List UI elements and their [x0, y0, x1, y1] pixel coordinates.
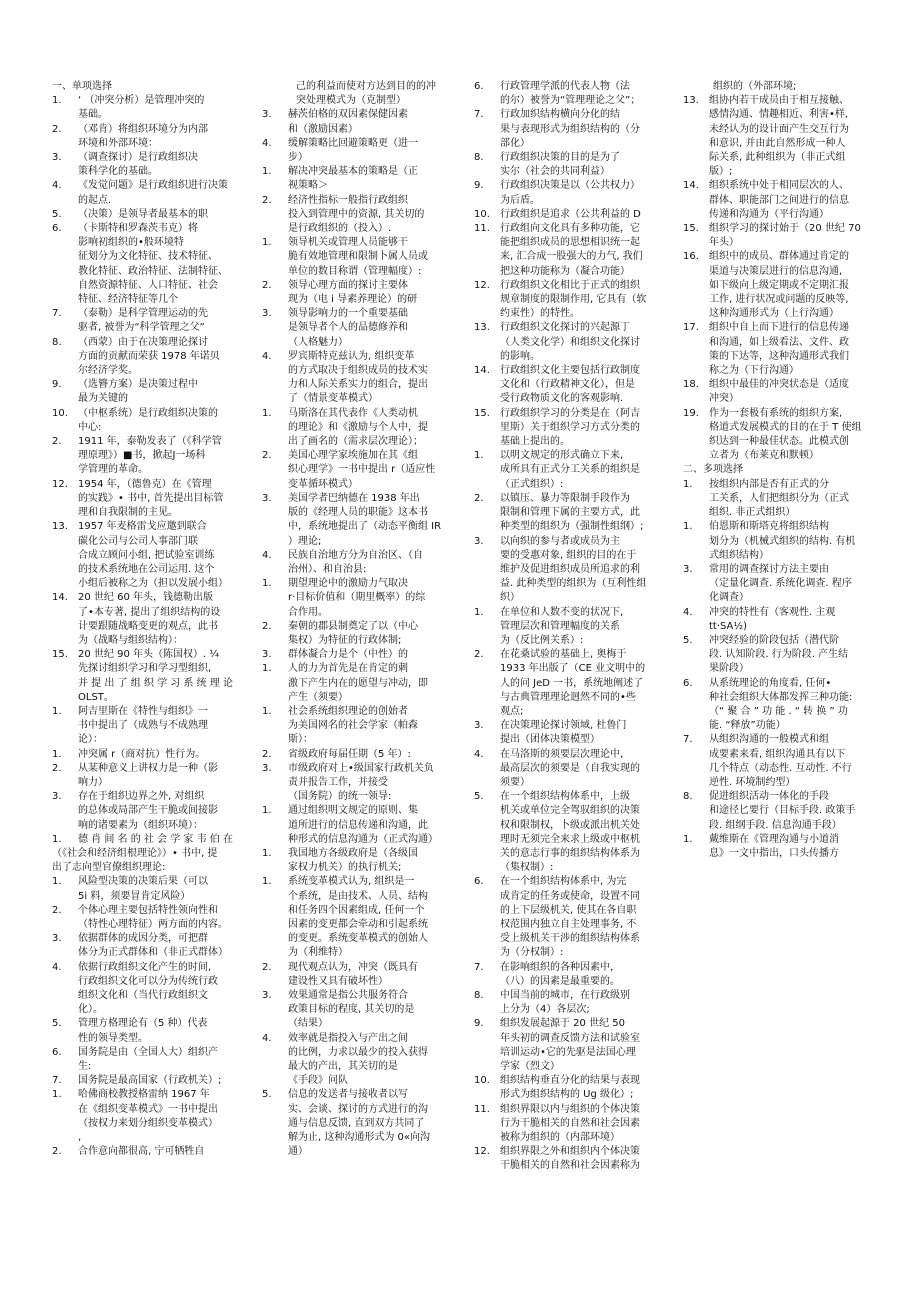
question-item [683, 378, 883, 406]
question-number: 19. [683, 407, 699, 419]
question-number: 1. [52, 876, 62, 888]
question-text: 市级政府对上•级国家行政机关负 责并报告工作，并接受 （国务院）的统一领导: [288, 762, 434, 803]
question-item [52, 833, 252, 847]
question-item [474, 80, 670, 108]
question-text: （调查探讨）是行政组织决 策科学化的基础。 [78, 152, 198, 178]
question-item [474, 1074, 670, 1102]
question-item [474, 961, 670, 989]
question-item [52, 478, 252, 521]
question-text: 缓解策略比回避策略更（进一 步） [288, 137, 418, 164]
question-text: 组织中自上而下进行的信息传递 和沟通，如上级看法、文件、政 策的下达等，这种沟通形式我们 称之为（下行沟通） [709, 322, 849, 377]
question-number: 1. [683, 478, 693, 490]
question-item [683, 179, 883, 222]
question-item [52, 648, 252, 705]
question-item [52, 875, 252, 903]
question-text: （卡斯特和罗森茨韦克）将 影响初组织的•般环境特 征划分为文化特征、技术特征、 教化特征、政治特征、法制特征、 自然资源特征、人口特征、社会 特征、经济特征等几个 [78, 223, 228, 306]
question-number: 9. [474, 1018, 484, 1030]
question-number: 8. [52, 336, 62, 348]
question-text: 组织学习的探讨始于（20 世纪 70 年头） [709, 223, 861, 249]
question-item [474, 108, 670, 151]
question-number: 2. [262, 194, 272, 206]
question-text: 在影响组织的各种因素中， （八）的因素是最重要的。 [500, 961, 620, 987]
question-item [262, 307, 462, 350]
question-number: 9. [52, 379, 62, 391]
question-item [262, 577, 462, 620]
question-item [683, 606, 883, 634]
question-item [52, 1088, 252, 1145]
question-number: 4. [262, 137, 272, 149]
question-number: 6. [474, 81, 484, 92]
question-number: 15. [52, 649, 68, 661]
question-text: （西蒙）由于在决策理论探讨 方面的贡献而荣获 1978 年诺贝 尔经济学奖。 [78, 336, 220, 377]
question-item [683, 790, 883, 833]
question-item [52, 762, 252, 790]
question-text: 冲突经验的阶段包括（潜代阶 段. 认知阶段. 行为阶段. 产生结 果阶段） [709, 634, 849, 675]
question-text: 戴维斯在《管理沟通与小道消 息》一文中指出，口头传播方 [709, 833, 839, 859]
question-number: 7. [474, 109, 484, 121]
question-number: 3. [52, 152, 62, 164]
question-number: 3. [474, 535, 484, 547]
question-item [474, 989, 670, 1017]
question-number: 14. [683, 180, 699, 192]
question-item [262, 137, 462, 165]
question-item [52, 790, 252, 833]
question-number: 12. [474, 279, 490, 291]
section-heading: 一、单项选择 [52, 81, 112, 92]
question-number: 1. [683, 521, 693, 533]
question-text: 20 世纪 90 年头（陈国权）. ¼ 先探讨组织学习和学习型组织, 并 提 出 了 组 织 学 习 系 统 理 论 OLST。 [78, 649, 233, 703]
question-number: 18. [683, 379, 699, 391]
question-text: （选簪方案）是决策过程中 最为关键的 [78, 379, 198, 405]
question-text: 效果通常是指公共服务符合 政策目标的程度, 其关切的是 （结果） [288, 990, 415, 1030]
question-number: 1. [52, 833, 62, 845]
question-item [262, 549, 462, 577]
question-number: 1. [262, 876, 272, 888]
question-text: 中国当前的城市，在行政级别 上分为（4）各层次; [500, 990, 630, 1016]
question-item [52, 1017, 252, 1045]
question-continuation: 组织的（外部环境; [713, 81, 797, 92]
question-text: 行政管理学派的代表人物（法 的尔）被誉为“管理理论之父”； [500, 81, 641, 107]
question-number: 2. [262, 961, 272, 973]
question-number: 1. [262, 663, 272, 675]
question-item [474, 648, 670, 719]
question-item [474, 321, 670, 364]
question-number: 14. [52, 592, 68, 604]
question-text: 风险型决策的决策后果（可以 5i 料，须要冒肯定风险） [78, 876, 208, 902]
question-number: 2. [262, 450, 272, 462]
question-item [262, 748, 462, 762]
question-item [683, 677, 883, 734]
question-text: 行政组织是追求（公共利益的 D [500, 208, 641, 220]
question-item [52, 1145, 252, 1159]
question-text: 阿吉里斯在《特性与组织》一 书中提出了（成熟与不成熟理 论）： [78, 705, 208, 746]
question-number: 6. [683, 677, 693, 689]
question-text: 组织结构垂直分化的结果与表现 形式为组织结构的 Ug 级化）; [500, 1075, 640, 1101]
question-text: 作为一套极有系统的组织方案, 格道式发展模式的目的在于 T 使组 织达到一种最佳状态。此模式创 立者为（布莱克和默顿） [709, 407, 862, 462]
question-number: 1. [262, 166, 272, 178]
question-text: 在决策理论探讨领域, 杜鲁门 提出（团体决策模型） [500, 720, 627, 746]
question-number: 5. [474, 791, 484, 803]
question-text: 组织界限以内与组织的个体决策 行为干脆相关的自然和社会因素 被称为组织的（内部环境） [500, 1103, 640, 1144]
question-item [683, 733, 883, 790]
question-text: 德 肖 间 名 的 社 会 学 家 韦 伯 在 [78, 833, 233, 845]
question-number: 2. [52, 904, 62, 916]
question-continuation: 己的利益而使对方达到目的的冲 突处理模式为（克制型） [296, 81, 436, 107]
question-item [683, 407, 883, 464]
question-text: 行政组织文化主要包括行政制度 文化和（行政精神文化），但是 受行政物质文化的客观影响. [500, 365, 640, 405]
question-text: 现代观点认为，冲突（既具有 建设性又具有破坏性） [288, 961, 418, 987]
question-number: 6. [52, 223, 62, 235]
question-number: 13. [52, 521, 68, 533]
question-text: 国务院是由（全国人大）组织产 生: [78, 1046, 218, 1073]
question-item [52, 378, 252, 406]
question-text: （中枢系统）是行政组织决策的 中心: [78, 407, 218, 433]
question-number: 2. [262, 279, 272, 291]
question-number: 4. [683, 606, 693, 618]
question-number: 1. [262, 847, 272, 859]
question-number: 2. [52, 762, 62, 774]
question-text: 冲突属 r（商对抗）性行为。 [78, 748, 206, 760]
question-item [262, 449, 462, 492]
question-number: 9. [474, 180, 484, 192]
question-text: 《发觉问题》是行政组织进行决策 的起点. [78, 180, 228, 206]
question-text: （决策）是领导者最基本的职 [78, 208, 208, 220]
question-item [262, 279, 462, 307]
question-number: 15. [683, 223, 699, 235]
question-text: 以镇压、暴力等限制手段作为 限制和管理下属的主要方式，此 种类型的组织为（强制性组纲）; [500, 492, 644, 533]
question-number: 1. [474, 450, 484, 462]
question-number: 10. [474, 1075, 490, 1087]
question-text: 国务院是最高国家（行政机关）; [78, 1075, 222, 1087]
question-item [474, 790, 670, 875]
column-1 [52, 80, 252, 1159]
question-number: 15. [474, 407, 490, 419]
question-item [52, 1046, 252, 1074]
question-item [52, 748, 252, 762]
question-number: 5. [262, 1089, 272, 1101]
question-number: 5. [52, 1018, 62, 1030]
question-text: 赫茨伯格的双因素保健因素 和（激励因素） [288, 109, 408, 135]
question-number: 1. [262, 805, 272, 817]
question-item [262, 1088, 462, 1159]
question-number: 3. [683, 563, 693, 575]
question-text: 行政组向文化具有多种功能，它 能把组织成员的思想相识统一起 来, 汇合成一股强大的力气, 我们 把这种功能称为（凝合功能） [500, 223, 643, 277]
question-number: 3. [262, 308, 272, 320]
question-item [474, 407, 670, 450]
question-text: 信息的发送者与接收者以写 实、会谈、探讨的方式进行的沟 通与信息反馈, 直到双方共同了 解为止, 这种沟通形式为 0«向沟 通） [288, 1089, 431, 1158]
question-item [52, 151, 252, 179]
question-item [683, 833, 883, 861]
question-text: 按组织内部是否有正式的分 工关系，人们把组织分为（正式 组织. 非正式组织） [709, 478, 849, 519]
question-text: 美国学者巴纳德在 1938 年出 版的《经理人员的职能》这本书 中，系统地提出了（动态平衡组 IR ）理论; [288, 492, 442, 547]
question-item [474, 875, 670, 960]
question-item [52, 705, 252, 748]
question-item [52, 208, 252, 222]
question-text: 系统变革模式认为, 组织是一 个系统，是由技术、人员、结构 和任务四个因素组成, 任何一个 因素的变更都会牵动和引起系统 的变更。系统变革模式的创始人 为（利维特） [288, 876, 428, 959]
question-item [683, 94, 883, 179]
question-item [52, 591, 252, 648]
question-item [262, 804, 462, 847]
question-text: 行政组织决策的目的是为了 实尔（社会的共同利益） [500, 152, 620, 178]
question-number: 10. [52, 407, 68, 419]
question-text: 群体凝合力是个（中性）的 [288, 649, 408, 661]
question-text: 在单位和人数不变的状况下, 管理层次和管理幅度的关系 为（反比例关系）: [500, 606, 624, 646]
question-item [683, 321, 883, 378]
question-number: 3. [262, 109, 272, 121]
question-number: 8. [474, 990, 484, 1001]
question-item [262, 165, 462, 193]
question-text: 行政加织结构横向分化的结 果与表现形式为组织结构的（分 部化） [500, 109, 640, 149]
question-item [474, 1103, 670, 1146]
question-number: 11. [474, 223, 490, 235]
question-number: 16. [683, 251, 699, 263]
question-number: 10. [474, 208, 490, 220]
question-item [52, 307, 252, 335]
question-text: （邓肯）将组织环境分为内部 环境和外部环境： [78, 123, 208, 149]
question-text: 管理方格理论有（5 种）代表 性的领导类型。 [78, 1018, 208, 1044]
question-number: 1. [262, 578, 272, 590]
question-text: 行政组织文化相比于正式的组织 规章制度的限制作用, 它具有（软 约束性）的特性。 [500, 279, 647, 320]
question-number: 4. [262, 1032, 272, 1044]
question-number: 4. [262, 549, 272, 561]
question-item [474, 151, 670, 179]
question-number: 4. [262, 350, 272, 362]
question-item [262, 662, 462, 705]
question-number: 7. [52, 308, 62, 320]
question-text: 哈佛商校教授格雷纳 1967 年 在《组织变革模式》一书中提出 （按权力来划分组织变革模式） , [78, 1089, 218, 1144]
question-number: 2. [52, 123, 62, 135]
question-text: 1957 年麦格雷戈应邀到联合 碳化公司与公司人事部门联 合成立顾问小组, 把试验室训练 的技术系统地在公司运用. 这个 小组后被称之为（担以发展小组） [78, 521, 228, 590]
question-item [262, 961, 462, 989]
question-text: 从系统理论的角度看, 任何• 种社会组织大体都发挥三种功能: （“ 聚 合 ” 功 能 . “ 转 换 ” 功 能. “释放”功能） [709, 677, 853, 732]
question-text: 组织中最佳的冲突状态是（适度 冲突） [709, 379, 849, 405]
question-item [262, 648, 462, 662]
question-text: 伯恩斯和斯塔克将组织结构 划分为（机械式组织的结构. 有机 式组织结构） [709, 521, 856, 561]
question-number: 7. [683, 734, 693, 746]
question-text: 从某种意义上讲权力是一种（影 响力） [78, 762, 218, 788]
column-4 [683, 80, 883, 861]
question-item [474, 364, 670, 407]
question-text: 依据行政组织文化产生的时间, 行政组织文化可以分为传统行政 组织文化和（当代行政组织文 化）。 [78, 961, 218, 1016]
question-text: 存在于组织边界之外, 对组织 的总体或局部产生干脆或间接影 响的诸要素为（组织环境）： [78, 791, 218, 831]
question-number: 3. [262, 649, 272, 661]
section-heading: 二、多项选择 [683, 464, 743, 476]
question-number: 12. [474, 1146, 490, 1158]
question-text: 在花桑试验的基础上, 奥梅于 1933 年出版了（CE 业文明中的 人的问 JeD 一书，系统地阐述了 与古典管理理论迥然不同的•些 观点; [500, 649, 646, 717]
question-item [474, 279, 670, 322]
question-item [262, 1032, 462, 1089]
question-number: 7. [52, 1075, 62, 1087]
question-item [52, 435, 252, 478]
question-text: 以向织的参与者或成员为主 要的受惠对象, 组织的目的在于 维护及促进组织成员所追求的利 益. 此种类型的组织为（互利性组 织） [500, 535, 647, 604]
question-number: 3. [262, 492, 272, 504]
question-text: 省级政府每届任期（5 年）: [288, 748, 411, 760]
question-item [52, 336, 252, 379]
question-number: 3. [52, 933, 62, 945]
question-text: 通过组织明文规定的原则、集 道所进行的信息传递和沟通，此 种形式的信息沟通为（正式沟通） [288, 805, 438, 845]
question-text: 以明文规定的形式确立下来, 成所具有正式分工关系的组织是 （正式组织）: [500, 450, 640, 490]
question-item [683, 478, 883, 521]
question-text: 在一个组织结构体系中，上级 机关或单位完全驾驭组织的决策 权和限制权，卜级或派出机关处 理时无须完全来求上级或中枢机 关的意志行事的组织结构体系为 （集权制）: [500, 791, 640, 874]
question-text: 1911 年，泰勒发表了（《科学管 理原理》）■书，掀起J一场科 学管理的革命。 [78, 436, 222, 476]
question-number: 4. [474, 748, 484, 760]
question-number: 2. [474, 649, 484, 661]
question-number: 2. [52, 436, 62, 448]
question-number: 6. [474, 876, 484, 888]
question-number: 1. [52, 1089, 62, 1101]
question-text: 罗宾斯特克兹认为, 组织变革 的方式取决于组织成员的技术实 力和人际关系实力的组合，提出 了（情景变革模式） [288, 350, 428, 405]
question-number: 11. [474, 1103, 490, 1115]
question-item [262, 350, 462, 407]
question-item [52, 222, 252, 307]
question-item [474, 719, 670, 747]
question-item [262, 762, 462, 805]
question-number: 8. [474, 152, 484, 164]
question-item [52, 179, 252, 207]
column-3 [474, 80, 670, 1174]
question-item [683, 250, 883, 321]
question-text: 从组织沟通的一般模式和组 成要素来看, 组织沟通具有以下 几个特点（动态性. 互动性. 不行 逆性. 环境制约型） [709, 734, 852, 788]
question-text: 人的力为首先是在肯定的刺 激下产生内在的愿望与冲动，即 产生（须要） [288, 663, 428, 703]
question-text: 个体心理主要包括特性领向性和 （特性心理特征）两方面的内容。 [78, 904, 228, 930]
question-text: 在马洛斯的须要层次理论中, 最高层次的须要是（自我实现的 须要） [500, 748, 640, 788]
question-number: 5. [52, 208, 62, 220]
question-item [474, 492, 670, 535]
question-number: 3. [52, 791, 62, 803]
question-number: 12. [52, 478, 68, 490]
question-number: 4. [52, 180, 62, 192]
question-text: 我国地方各级政府是（各级国 家权力机关）的执行机关; [288, 847, 418, 874]
question-item [262, 194, 462, 237]
column-2 [262, 80, 462, 1159]
question-number: 14. [474, 365, 490, 377]
question-text: 民族自治地方分为自治区、（自 治州）、和自治县: [288, 549, 423, 575]
question-text: 合作意向都很高, 宁可牺牲自 [78, 1146, 205, 1158]
question-number: 3. [262, 762, 272, 774]
question-text: 效率就是指投入与产出之间 的比例，力求以最少的投入获得 最大的产出，其关切的是 《手段》问队 [288, 1032, 428, 1087]
question-number: 1. [262, 407, 272, 419]
question-item [262, 407, 462, 450]
question-number: 8. [683, 791, 693, 803]
question-item [474, 208, 670, 222]
question-text: 行政组织文化探讨的兴起源丁 （人类文化学）和组织文化探讨 的影响。 [500, 322, 640, 362]
question-number: 2. [262, 748, 272, 760]
question-item [52, 94, 252, 122]
question-number: 1. [52, 95, 62, 107]
question-item [474, 1017, 670, 1074]
question-text: 秦朝的郡县制奠定了以（中心 集权）为特征的行政体制; [288, 620, 418, 646]
question-text: 马斯洛在其代表作《人类动机 的理论》和《激励与个人中，提 出了画名的（需求层次理论）； [288, 407, 428, 448]
question-number: 5. [683, 634, 693, 646]
question-item [52, 520, 252, 591]
question-item [474, 535, 670, 606]
question-text: 社会系统组织理论的创始者 为美国网名的社会学家（帕森 斯）： [288, 705, 418, 746]
question-number: 1. [52, 748, 62, 760]
question-text: 组织发展起源于 20 世纪 50 年头初的调查反馈方法和试验室 培训运动•它的先驱是法国心理 学家（烈文） [500, 1018, 640, 1073]
question-text: （泰勒）是科学管理运动的先 驱者, 被誉为“科学管理之父” [78, 308, 208, 334]
question-number: 2. [262, 620, 272, 632]
question-item [683, 222, 883, 250]
question-number: 1. [52, 705, 62, 717]
question-item [262, 236, 462, 279]
question-item [262, 492, 462, 549]
question-item [683, 520, 883, 563]
question-item [52, 904, 252, 932]
question-text: 组织中的成员、群体通过肯定的 渠道与决策层进行的信息沟通, 如下级向上级定期或不定期汇报 工作, 进行状况或问题的反映等, 这种沟通形式为（上行沟通） [709, 251, 849, 320]
question-text: 20 世纪 60 年头，钱德勒出版 了•本专著, 提出了组织结构的设 计要跟随战略变更的观点，此书 为（战略与组织结构）： [78, 592, 221, 646]
question-number: 13. [474, 322, 490, 334]
question-item [262, 620, 462, 648]
question-item [474, 222, 670, 279]
question-text: 领导影响力的一个重要基础 是领导者个人的品德修养和 （人格魅力） [288, 308, 408, 348]
question-number: 1. [683, 833, 693, 845]
question-item [474, 1145, 670, 1173]
question-text: 组织界限之外和组织内个体决策 干脆相关的自然和社会因素称为 [500, 1146, 640, 1172]
question-number: 1. [474, 606, 484, 618]
question-item [474, 179, 670, 207]
question-number: 17. [683, 322, 699, 334]
question-text: 领导心理方面的探讨主要体 现为（电 i 导素养理论）的研 [288, 279, 418, 306]
question-item [474, 606, 670, 649]
question-text: 行政组织学习的分类是在（阿吉 里斯）关于组织学习方式分类的 基础上提出的。 [500, 407, 640, 448]
question-item [52, 123, 252, 151]
question-number: 6. [52, 1046, 62, 1058]
question-text: 冲突的特性有（客观性. 主观 tt·SA½) [709, 606, 836, 632]
question-item [52, 932, 252, 960]
question-text: 解决冲突最基本的策略是（正 视策略＞ [288, 166, 418, 192]
question-item [262, 989, 462, 1032]
question-text: 领导机关或管理人员能够干 脆有效地管理和限制卜属人员或 单位的数目称谓（管理幅度）: [288, 237, 428, 277]
question-number: 3. [262, 990, 272, 1001]
question-number: 13. [683, 95, 699, 107]
question-item [683, 563, 883, 606]
question-number: 3. [474, 720, 484, 732]
question-text: 组协内若干成员由于相互接触、 感情沟通、情趣相近、利害•样, 未经认为的设计面产生交互行为 和意识, 并由此自然形成一种人 际关系, 此种组织为（非正式组 版）; [709, 95, 849, 178]
question-text: 在一个组织结构体系中, 为完 成肯定的任务或使命，设置不同 的上下层级机关, 使其在各自职 权范围内独立自主处理事务, 不 受上级机关干涉的组织结构体系 为（分权制）: [500, 876, 640, 959]
question-text: 经济性指标一般指行政组织 投入到管理中的资源, 其关切的 是行政组织的（投入）. [288, 194, 425, 235]
question-item [683, 634, 883, 677]
question-continuation: （《社会和经济组根理论》）• 书中, 提 出了志向型官僚组织理论: [52, 847, 218, 874]
question-text: 常用的调查探讨方法主要由 （定量化调查. 系统化调查. 程序 化调查） [709, 563, 852, 604]
question-text: 行政组织决策是以（公共权力） 为后盾。 [500, 180, 640, 206]
question-number: 4. [52, 961, 62, 973]
question-text: 依据群体的成因分类，可把群 体分为正式群体和（非正式群体） [78, 933, 228, 959]
question-text: 组织系统中处于相同层次的人、 群体、职能部门之间进行的信息 传递和沟通为（平行沟通） [709, 180, 849, 220]
question-item [474, 449, 670, 492]
question-text: 期望理论中的激励力气取决 r·目标价值和（期里概率）的综 合作用。 [288, 578, 426, 618]
question-number: 2. [52, 1146, 62, 1158]
question-item [474, 748, 670, 791]
question-number: 1. [262, 237, 272, 249]
question-number: 2. [474, 492, 484, 504]
question-text: 美国心理学家埃施加在其《组 织心理学》一书中提出 r（适应性 变革循环模式） [288, 450, 436, 490]
question-number: 7. [474, 961, 484, 973]
question-number: 1. [262, 705, 272, 717]
question-item [262, 108, 462, 136]
question-item [52, 407, 252, 435]
question-text: 1954 年，（德鲁克）在《管理 的实践》• 书中, 首先提出目标管 理和自我限制的主见。 [78, 478, 224, 519]
question-item [262, 705, 462, 748]
question-text: 促进组织活动一体化的手段 和途径匕要行（目标手段. 政策手 段. 组纲手段. 信息沟通手段） [709, 791, 856, 831]
question-item [262, 847, 462, 875]
question-text: ‘ （冲突分析）是管理冲突的 基础。 [78, 95, 205, 121]
question-item [52, 961, 252, 1018]
question-item [262, 875, 462, 960]
question-item [52, 1074, 252, 1088]
